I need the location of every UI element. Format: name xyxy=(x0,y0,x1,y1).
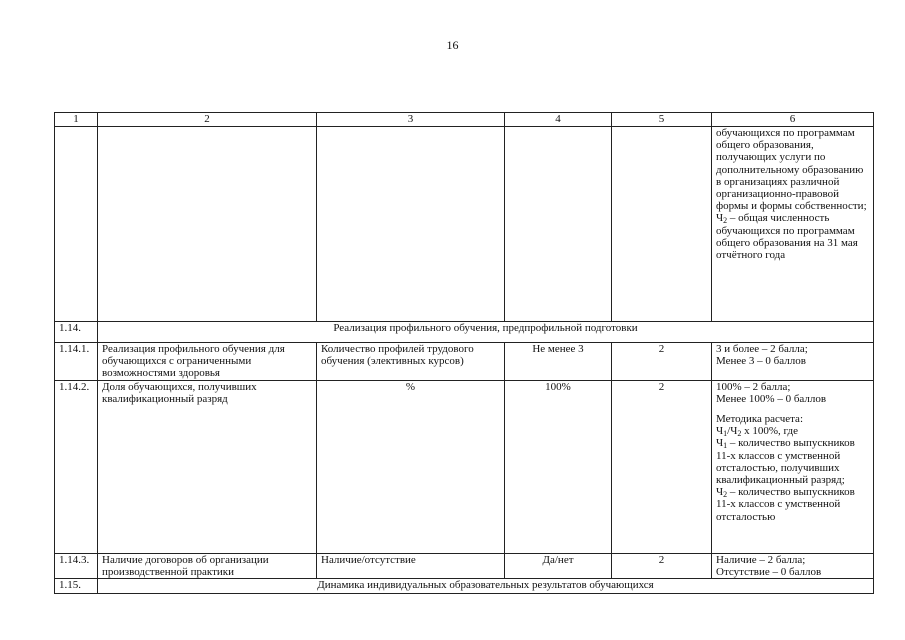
row-2-score: 2 xyxy=(612,380,712,553)
row-1-num: 1.14.1. xyxy=(55,343,98,381)
row-1-norm: Не менее 3 xyxy=(505,343,612,381)
table-row xyxy=(55,553,874,578)
table-row xyxy=(55,380,874,553)
continuation-row xyxy=(55,127,874,322)
col-num-3: 3 xyxy=(317,113,505,127)
col-num-6: 6 xyxy=(712,113,874,127)
formula-rest: х 100%, где xyxy=(741,425,798,438)
formula-slash: /Ч xyxy=(727,425,738,438)
cont-indicator-cell xyxy=(317,127,505,322)
cont-criteria-cell xyxy=(712,127,874,322)
cont-ch-sub: 2 xyxy=(723,216,728,226)
def2-text: – количество выпускников 11-х классов с умственной отсталостью xyxy=(716,486,855,523)
row-3-num: 1.14.3. xyxy=(55,553,98,578)
section-1-15-num: 1.15. xyxy=(55,579,98,594)
row-3-name: Наличие договоров об организации производственной практики xyxy=(98,553,317,578)
col-num-5: 5 xyxy=(612,113,712,127)
column-number-row xyxy=(55,113,874,127)
row-2-norm: 100% xyxy=(505,380,612,553)
section-1-14-row xyxy=(55,322,874,343)
row-2-num: 1.14.2. xyxy=(55,380,98,553)
row-1-indicator: Количество профилей трудового обучения (элективных курсов) xyxy=(317,343,505,381)
def1-text: – количество выпускников 11-х классов с умственной отсталостью, получивших квалификационный разряд; xyxy=(716,437,855,487)
row-2-def-2 xyxy=(716,486,869,523)
row-3-indicator: Наличие/отсутствие xyxy=(317,553,505,578)
section-1-15-row xyxy=(55,579,874,594)
row-1-criteria-2: Менее 3 – 0 баллов xyxy=(716,355,806,368)
col-num-2: 2 xyxy=(98,113,317,127)
criteria-table xyxy=(54,112,874,594)
row-3-criteria-1: Наличие – 2 балла; xyxy=(716,553,806,566)
cont-text-1: обучающихся по программам общего образования, получающих услуги по дополнительному образованию в организациях различной организационно-правовой формы и формы собственности; xyxy=(716,127,867,213)
def2-ch: Ч xyxy=(716,486,724,499)
row-1-criteria xyxy=(712,343,874,381)
row-2-criteria-2: Менее 100% – 0 баллов xyxy=(716,392,827,405)
row-2-def-1 xyxy=(716,437,869,486)
row-2-formula xyxy=(716,425,869,437)
row-3-score: 2 xyxy=(612,553,712,578)
page-number: 16 xyxy=(446,38,459,52)
cont-text-2: – общая численность обучающихся по программам общего образования на 31 мая отчётного года xyxy=(716,212,858,262)
row-3-criteria-2: Отсутствие – 0 баллов xyxy=(716,565,822,578)
cont-num-cell xyxy=(55,127,98,322)
row-2-criteria-1: 100% – 2 балла; xyxy=(716,380,791,393)
row-2-name: Доля обучающихся, получивших квалификационный разряд xyxy=(98,380,317,553)
def2-sub: 2 xyxy=(723,490,728,500)
row-1-name: Реализация профильного обучения для обучающихся с ограниченными возможностями здоровья xyxy=(98,343,317,381)
row-1-score: 2 xyxy=(612,343,712,381)
col-num-4: 4 xyxy=(505,113,612,127)
row-2-method-title: Методика расчета: xyxy=(716,413,803,426)
row-2-indicator: % xyxy=(317,380,505,553)
formula-sub1: 1 xyxy=(723,429,728,439)
row-3-criteria xyxy=(712,553,874,578)
row-1-criteria-1: 3 и более – 2 балла; xyxy=(716,343,808,355)
formula-ch1: Ч xyxy=(716,425,724,438)
cont-name-cell xyxy=(98,127,317,322)
cont-score-cell xyxy=(612,127,712,322)
section-1-15-title: Динамика индивидуальных образовательных результатов обучающихся xyxy=(98,579,874,594)
table-row xyxy=(55,343,874,381)
cont-ch: Ч xyxy=(716,212,724,225)
spacer xyxy=(716,405,869,413)
row-3-norm: Да/нет xyxy=(505,553,612,578)
def1-ch: Ч xyxy=(716,437,724,450)
section-1-14-num: 1.14. xyxy=(55,322,98,343)
def1-sub: 1 xyxy=(723,441,728,451)
section-1-14-title: Реализация профильного обучения, предпрофильной подготовки xyxy=(98,322,874,343)
col-num-1: 1 xyxy=(55,113,98,127)
cont-norm-cell xyxy=(505,127,612,322)
formula-sub2: 2 xyxy=(737,429,742,439)
row-2-criteria xyxy=(712,380,874,553)
